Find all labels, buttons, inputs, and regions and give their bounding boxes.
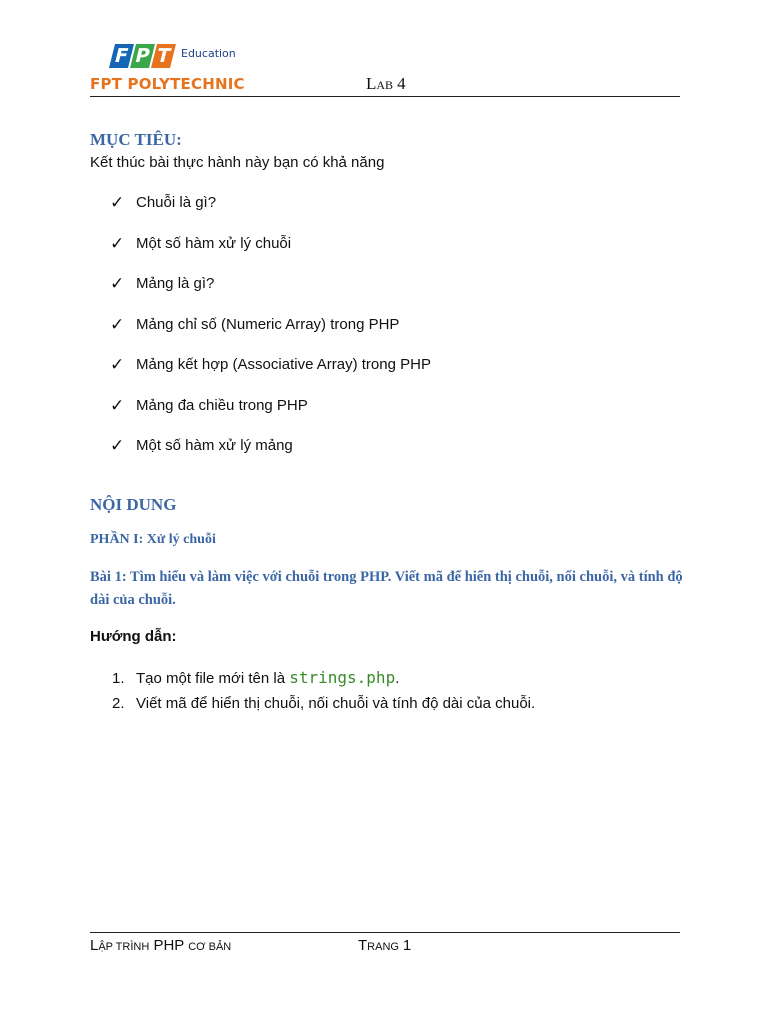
checkmark-icon: ✓ (110, 274, 125, 294)
step-number: 2. (112, 695, 125, 712)
checkmark-icon: ✓ (110, 233, 125, 254)
content-heading: NỘI DUNG (90, 495, 177, 514)
footer-page-number: TRANG 1 (358, 937, 412, 954)
step-text: Tạo một file mới tên là strings.php. (136, 668, 400, 687)
exercise1-heading: Bài 1: Tìm hiểu và làm việc với chuỗi trong PHP. Viết mã để hiển thị chuỗi, nối chuỗi, và tính độ dài của chuỗi. (90, 569, 683, 608)
footer-rule (90, 932, 680, 933)
objectives-list (110, 194, 431, 478)
checkmark-icon: ✓ (110, 436, 125, 456)
objective-item: ✓ Mảng là gì? (110, 274, 215, 294)
brand-name: FPT POLYTECHNIC (90, 75, 245, 93)
step-number: 1. (112, 670, 125, 687)
lab-title: LAB 4 (366, 74, 406, 93)
step-item (112, 695, 535, 722)
checkmark-icon: ✓ (110, 355, 125, 375)
logo-tile-t: T (151, 44, 176, 68)
step-text: Viết mã để hiển thị chuỗi, nối chuỗi và tính độ dài của chuỗi. (136, 695, 536, 712)
code-filename: strings.php (289, 668, 396, 687)
fpt-education-logo (112, 36, 236, 68)
objective-item: ✓ Mảng đa chiều trong PHP (110, 395, 308, 416)
checkmark-icon: ✓ (110, 395, 125, 416)
objective-item: ✓ Chuỗi là gì? (110, 193, 217, 213)
logo-tile-p: P (130, 44, 155, 68)
objective-item: ✓ Mảng chỉ số (Numeric Array) trong PHP (110, 314, 400, 335)
logo-education-text: Education (181, 47, 236, 60)
checkmark-icon: ✓ (110, 193, 125, 213)
intro-text: Kết thúc bài thực hành này bạn có khả năng (90, 154, 385, 171)
objective-item: ✓ Mảng kết hợp (Associative Array) trong PHP (110, 355, 431, 375)
objectives-heading: MỤC TIÊU: (90, 130, 182, 149)
guide-heading: Hướng dẫn: (90, 628, 177, 645)
header-rule (90, 96, 680, 97)
steps-list (112, 668, 535, 722)
logo-tile-f: F (109, 44, 134, 68)
footer-course-title: LẬP TRÌNH PHP CƠ BẢN (90, 937, 232, 954)
objective-item: ✓ Một số hàm xử lý mảng (110, 436, 293, 456)
part1-heading: PHẦN I: Xử lý chuỗi (90, 532, 216, 547)
checkmark-icon: ✓ (110, 314, 125, 335)
step-item (112, 668, 535, 695)
objective-item: ✓ Một số hàm xử lý chuỗi (110, 233, 292, 254)
